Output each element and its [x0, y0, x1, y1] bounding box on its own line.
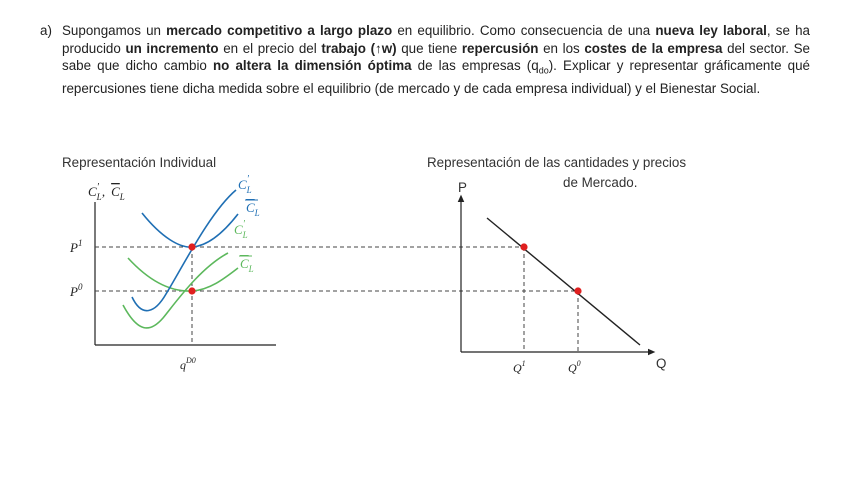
question-segment: no altera la dimensión óptima: [213, 58, 412, 74]
average-cost-old-curve: [128, 258, 238, 291]
question-segment: en el precio del: [218, 40, 322, 56]
market-title-line2: de Mercado.: [563, 175, 638, 190]
ac-old-label: $C_L$: [240, 256, 254, 274]
question-segment: repercusión: [461, 40, 539, 56]
average-cost-new-curve: [142, 213, 238, 247]
question-segment: costes de la empresa: [584, 40, 723, 56]
question-segment: trabajo (↑w): [321, 40, 397, 56]
question-segment: Supongamos un: [62, 23, 167, 38]
market-panel: [427, 155, 686, 375]
q1-label: $Q^1$: [513, 359, 526, 375]
market-title-line1: Representación de las cantidades y precios: [427, 155, 687, 170]
question-segment: que tiene: [396, 40, 462, 56]
question-letter: a): [40, 23, 52, 38]
q0-label: $Q^0$: [568, 359, 581, 375]
question-segment: en los: [538, 40, 585, 56]
market-equilibrium-old-point: [574, 287, 581, 294]
individual-title: Representación Individual: [62, 155, 217, 170]
question-segment: de las empresas (q: [411, 58, 539, 74]
svg-text:CL′,CL: $C_L'$ , $C_L$: [88, 182, 125, 202]
individual-equilibrium-new-point: [188, 243, 195, 250]
question-segment: ). Explicar y representar gráficamente qué repercusiones tiene dicha medida sobre el equilibrio (de mercado y de cada empresa individual) y el Bienestar Social.: [62, 58, 810, 97]
mc-old-label: $C_L'$: [234, 219, 248, 240]
question-segment: nueva ley laboral: [655, 23, 767, 38]
market-equilibrium-new-point: [520, 243, 527, 250]
individual-y-axis-label: [88, 182, 125, 202]
question-segment: do: [538, 65, 549, 76]
question-segment: , se ha producido: [62, 23, 810, 56]
question-segment: en equilibrio. Como consecuencia de una: [392, 23, 656, 38]
marginal-cost-old-curve: [123, 253, 228, 328]
mc-new-label: $C_L'$: [238, 174, 252, 195]
price-new-label: $P^1$: [70, 238, 83, 255]
individual-panel: [62, 155, 578, 372]
qd0-label: $q^{D0}$: [180, 356, 196, 372]
question-segment: del sector. Se sabe que dicho cambio: [62, 40, 810, 74]
price-old-label: $P^0$: [70, 282, 83, 299]
demand-curve: [487, 218, 640, 345]
individual-equilibrium-old-point: [188, 287, 195, 294]
market-x-axis-label: Q: [656, 356, 667, 371]
question-segment: un incremento: [125, 40, 219, 56]
ac-new-label: $C_L$: [246, 200, 260, 218]
question-segment: mercado competitivo a largo plazo: [166, 23, 393, 38]
market-y-axis-label: P: [458, 180, 467, 195]
